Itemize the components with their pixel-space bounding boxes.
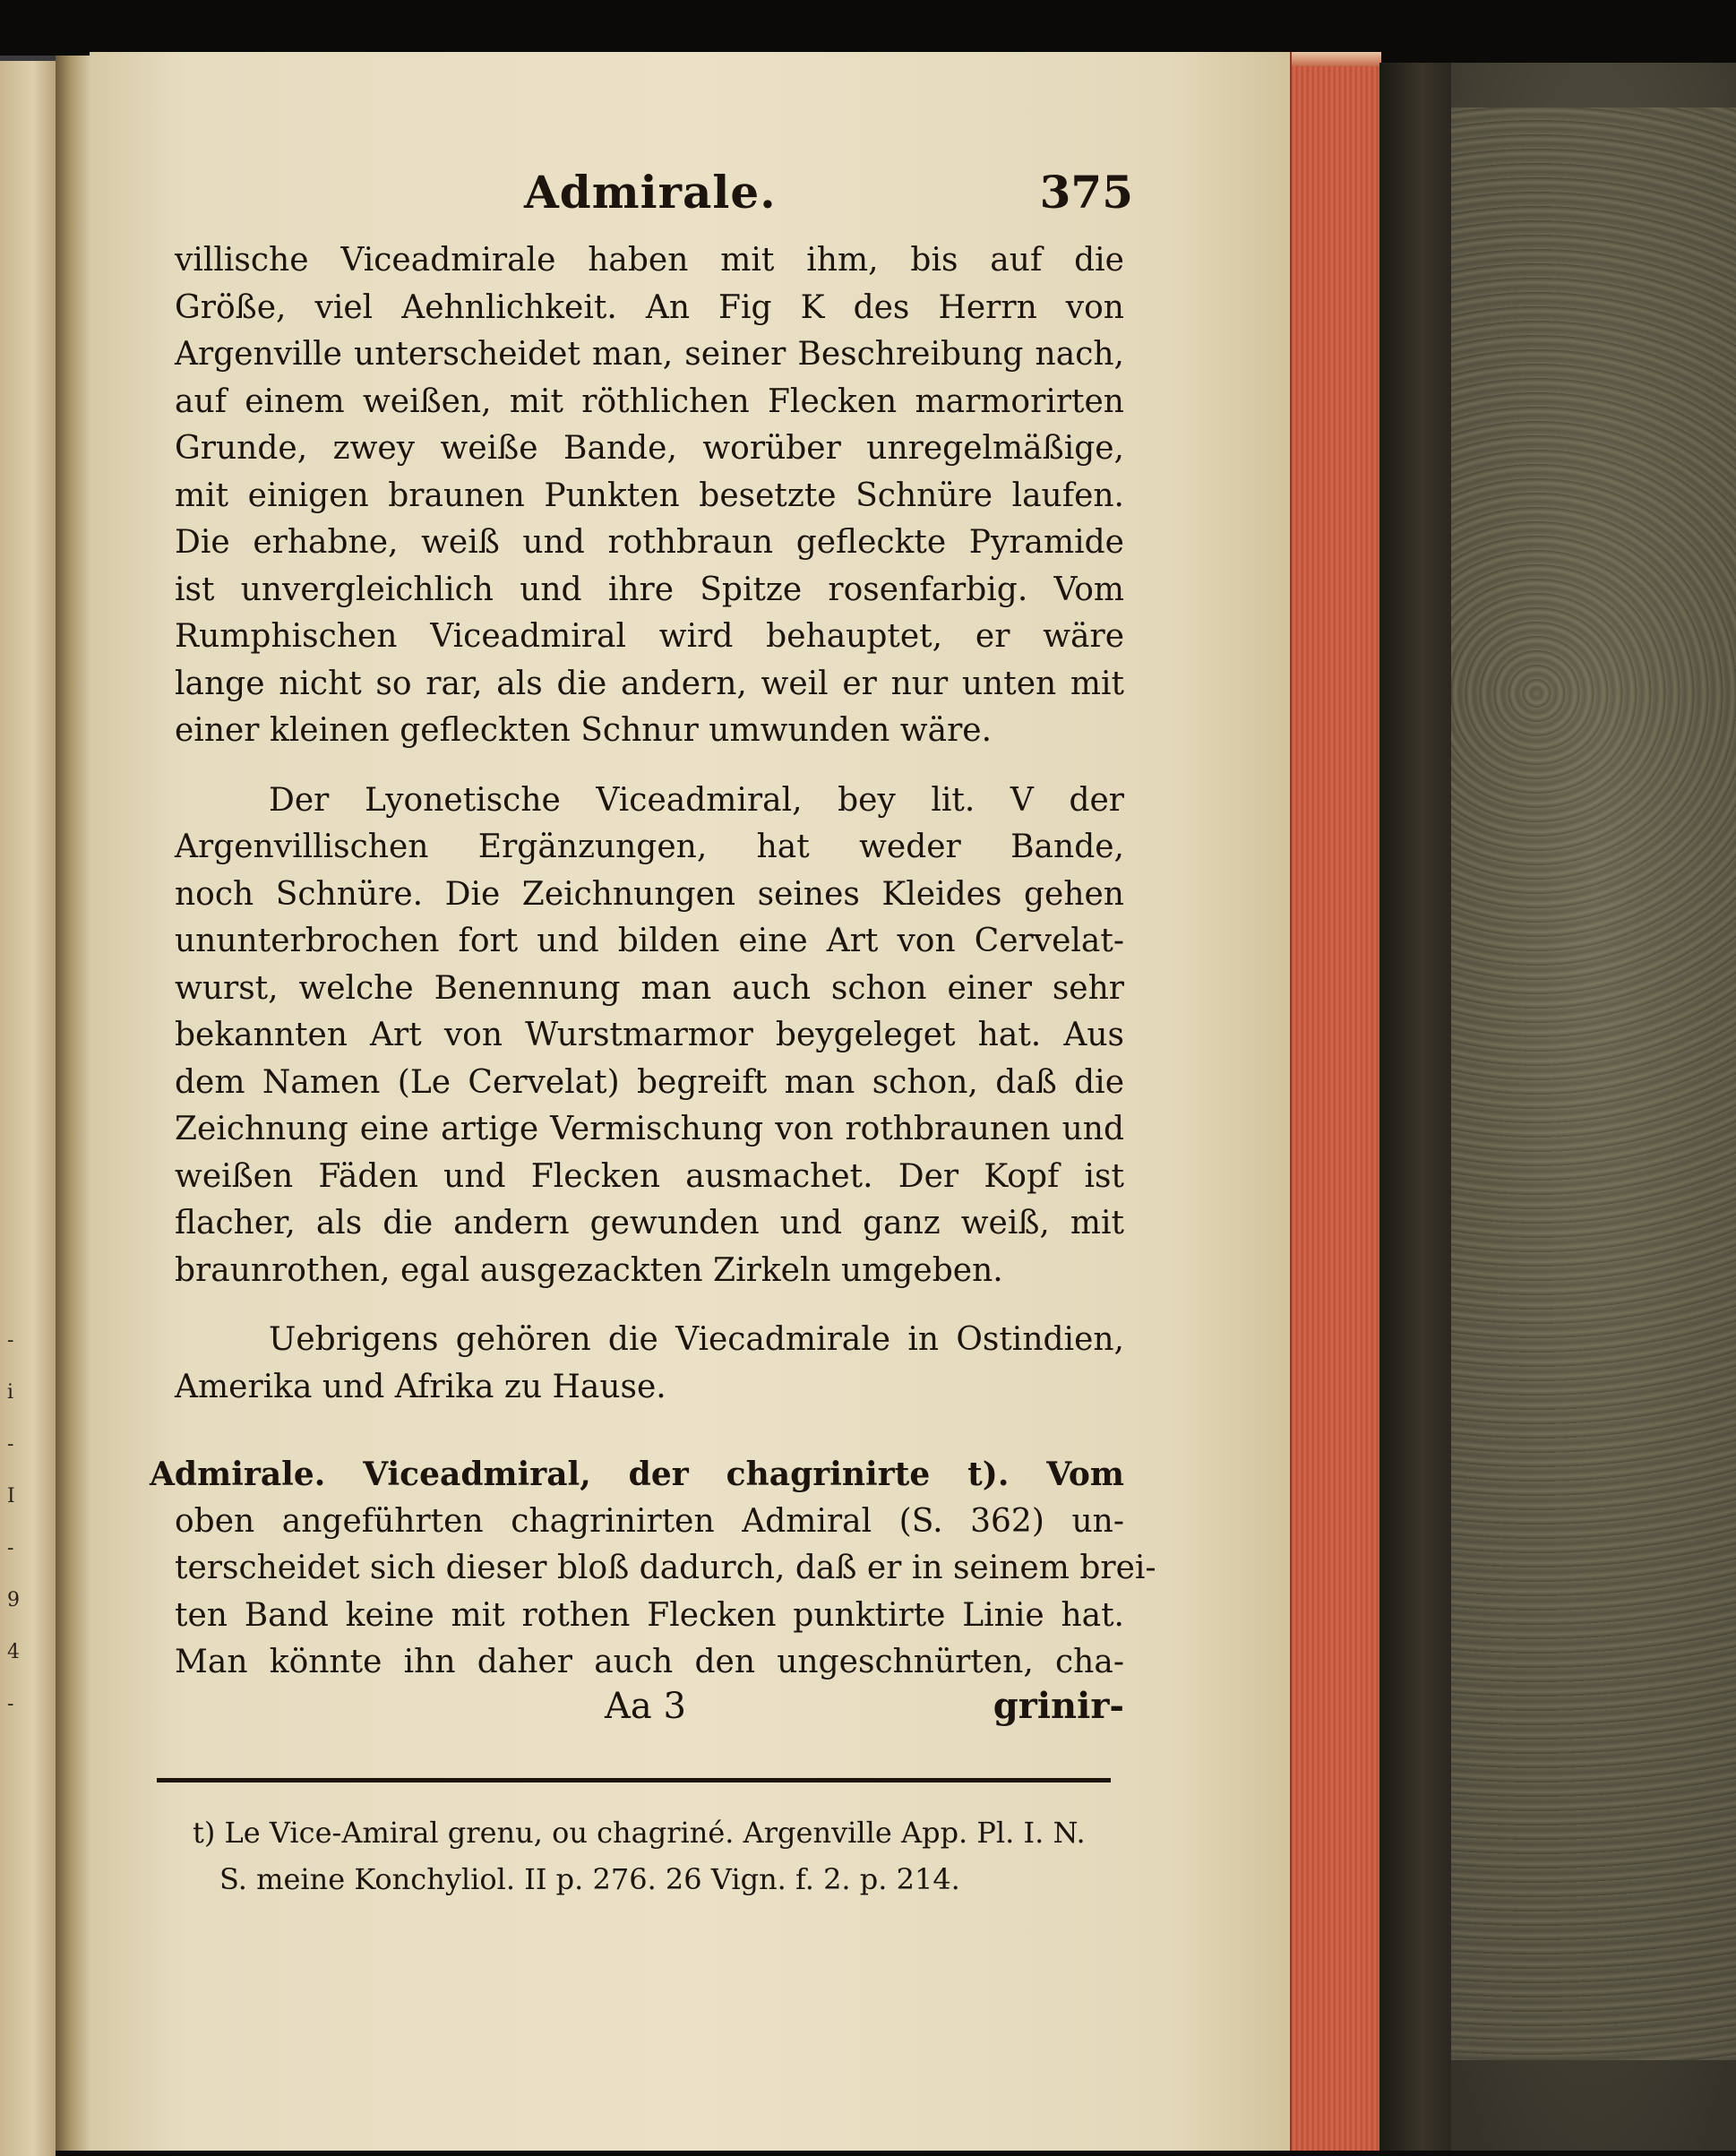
signature-line: [175, 1684, 1124, 1740]
text-line: mit einigen braunen Punkten besetzte Schnüre laufen.: [175, 477, 1124, 514]
left-page-marks: [7, 1315, 43, 1731]
footnote-line: t) Le Vice-Amiral grenu, ou chagriné. Argenville App. Pl. I. N.: [193, 1816, 1086, 1850]
left-page-edge: [0, 56, 56, 2156]
left-mark: -: [7, 1329, 14, 1352]
text-line: Argenville unterscheidet man, seiner Beschreibung nach,: [175, 336, 1124, 373]
text-line: einer kleinen gefleckten Schnur umwunden wäre.: [175, 712, 993, 749]
paragraph-3: [175, 1317, 1124, 1411]
text-line: oben angeführten chagrinirten Admiral (S. 362) un-: [175, 1502, 1124, 1540]
text-line: flacher, als die andern gewunden und ganz weiß, mit: [175, 1205, 1124, 1241]
left-mark: 9: [7, 1589, 20, 1611]
text-line: Rumphischen Viceadmiral wird behauptet, er wäre: [175, 618, 1124, 655]
text-line: ununterbrochen fort und bilden eine Art von Cervelat-: [175, 923, 1124, 959]
text-line: dem Namen (Le Cervelat) begreift man schon, daß die: [175, 1063, 1124, 1101]
text-line: lange nicht so rar, als die andern, weil er nur unten mit: [175, 665, 1124, 702]
text-line: noch Schnüre. Die Zeichnungen seines Kleides gehen: [175, 875, 1124, 913]
text-line: braunrothen, egal ausgezackten Zirkeln umgeben.: [175, 1251, 1003, 1289]
text-line: Größe, viel Aehnlichkeit. An Fig K des Herrn von: [175, 288, 1124, 326]
cover-edge: [1379, 63, 1451, 2151]
left-mark: -: [7, 1693, 14, 1715]
text-line: terscheidet sich dieser bloß dadurch, daß er in seinem brei-: [175, 1550, 1156, 1586]
text-line: auf einem weißen, mit röthlichen Flecken marmorirten: [175, 382, 1124, 420]
text-line: Grunde, zwey weiße Bande, worüber unregelmäßige,: [175, 430, 1124, 467]
text-line: Argenvillischen Ergänzungen, hat weder Bande,: [175, 829, 1124, 865]
catchword: grinir-: [993, 1684, 1124, 1727]
paragraph-2: [175, 777, 1124, 1295]
left-mark: i: [7, 1381, 14, 1404]
page-content: [150, 157, 1156, 1740]
cover-leather-texture: [1451, 107, 1736, 2060]
text-line: Man könnte ihn daher auch den ungeschnürten, cha-: [175, 1644, 1124, 1680]
entry-heading-line: Admirale. Viceadmiral, der chagrinirte t). Vom: [150, 1456, 1124, 1493]
text-line: Amerika und Afrika zu Hause.: [175, 1368, 666, 1405]
book-gutter: [56, 56, 91, 2151]
footnote-rule: [157, 1778, 1111, 1782]
left-mark: I: [7, 1485, 15, 1507]
entry-chagrinirte: [150, 1451, 1156, 1687]
text-line: ten Band keine mit rothen Flecken punktirte Linie hat.: [175, 1596, 1124, 1634]
left-mark: 4: [7, 1641, 20, 1663]
text-line: Der Lyonetische Viceadmiral, bey lit. V der: [269, 781, 1124, 819]
text-line: Zeichnung eine artige Vermischung von rothbraunen und: [175, 1111, 1124, 1147]
paragraph-1: [175, 237, 1124, 755]
text-line: weißen Fäden und Flecken ausmachet. Der Kopf ist: [175, 1157, 1124, 1195]
running-head-title: Admirale.: [524, 166, 777, 219]
text-line: Uebrigens gehören die Viecadmirale in Ostindien,: [269, 1321, 1124, 1358]
text-line: villische Viceadmirale haben mit ihm, bis auf die: [175, 242, 1124, 279]
text-line: bekannten Art von Wurstmarmor beygeleget hat. Aus: [175, 1017, 1124, 1053]
text-line: wurst, welche Benennung man auch schon einer sehr: [175, 969, 1124, 1007]
left-mark: -: [7, 1433, 14, 1456]
text-line: ist unvergleichlich und ihre Spitze rosenfarbig. Vom: [175, 571, 1124, 608]
running-head: [175, 157, 1133, 237]
signature-mark: Aa 3: [605, 1685, 686, 1727]
page-number: 375: [1039, 166, 1133, 219]
footnote-line: S. meine Konchyliol. II p. 276. 26 Vign. f. 2. p. 214.: [219, 1862, 960, 1896]
page-block-edges: [1290, 52, 1381, 2151]
text-line: Die erhabne, weiß und rothbraun gefleckte Pyramide: [175, 524, 1124, 561]
footnote: [193, 1809, 1138, 1903]
left-mark: -: [7, 1537, 14, 1559]
